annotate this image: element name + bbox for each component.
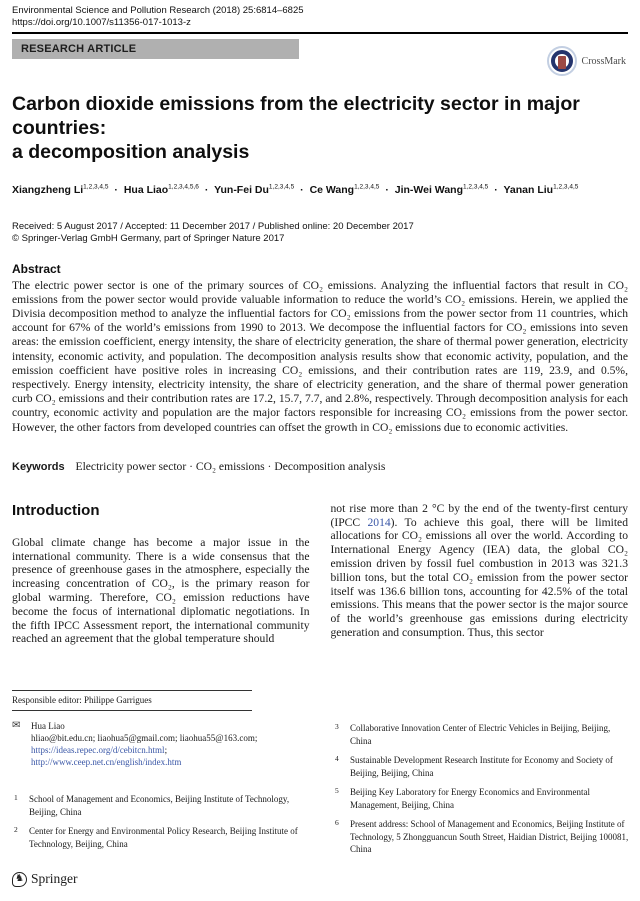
- correspondence-url-2[interactable]: http://www.ceep.net.cn/english/index.htm: [31, 757, 182, 767]
- affiliation-text: Center for Energy and Environmental Policy Research, Beijing Institute of Technology, Beijing, China: [29, 826, 298, 849]
- correspondence-emails[interactable]: hliao@bit.edu.cn; liaohua5@gmail.com; liaohua55@163.com;: [31, 733, 258, 743]
- affiliation-text: Beijing Key Laboratory for Energy Economics and Environmental Management, Beijing, China: [350, 787, 591, 810]
- correspondence-block: [12, 720, 312, 768]
- author-separator: ·: [114, 183, 118, 196]
- header-rule: [12, 32, 628, 34]
- affiliation-number: 6: [335, 818, 339, 827]
- affiliation-number: 5: [335, 786, 339, 795]
- responsible-editor-note: Responsible editor: Philippe Garrigues: [12, 695, 152, 705]
- crossmark-badge[interactable]: [547, 46, 626, 76]
- affiliation-item: [12, 793, 312, 818]
- title-line-1: Carbon dioxide emissions from the electricity sector in major countries:: [12, 93, 580, 139]
- author: Yanan Liu$^{1,2,3,4,5}$: [503, 183, 579, 196]
- received-accepted-line: Received: 5 August 2017 / Accepted: 11 December 2017 / Published online: 20 December 2017: [12, 220, 414, 232]
- springer-knight-icon: ♞: [12, 872, 27, 887]
- springer-footer-logo: [12, 871, 78, 887]
- introduction-paragraph-right: [331, 502, 629, 640]
- affiliation-item: [333, 722, 630, 747]
- affiliation-number: 1: [14, 793, 18, 802]
- affiliation-text: School of Management and Economics, Beijing Institute of Technology, Beijing, China: [29, 794, 290, 817]
- springer-wordmark: Springer: [31, 871, 78, 886]
- affiliation-item: [12, 825, 312, 850]
- paragraph-text: ). To achieve this goal, there will be limited allocations for CO₂ emissions all over the world. According to International Energy Agency (IEA) data, the global CO₂ emission driven by fossil fuel combustion in 2013 was 321.3 billion tons, but the total CO₂ emission from the power sector itself was 136.6 billion tons, accounting for 42.5% of the total emissions. This means that the power sector is the major source of the world’s greenhouse gas emissions during electricity generation and consumption. Thus, this sector: [330, 515, 628, 639]
- footnote-right-column: [333, 722, 630, 863]
- left-column: [12, 502, 310, 646]
- author-list: [12, 183, 628, 196]
- citation-link-ipcc-2014[interactable]: 2014: [367, 515, 391, 529]
- affiliation-item: [333, 754, 630, 779]
- author-separator: ·: [494, 183, 498, 196]
- author-separator: ·: [204, 183, 209, 196]
- article-type-banner: RESEARCH ARTICLE: [12, 39, 299, 59]
- url-separator: ;: [164, 745, 168, 755]
- keywords-line: [12, 460, 628, 473]
- doi-link[interactable]: https://doi.org/10.1007/s11356-017-1013-z: [12, 16, 191, 28]
- copyright-line: © Springer-Verlag GmbH Germany, part of Springer Nature 2017: [12, 233, 285, 244]
- affiliation-item: [333, 786, 630, 811]
- author: Xiangzheng Li$^{1,2,3,4,5}$: [12, 183, 109, 196]
- affiliation-text: Present address: School of Management and Economics, Beijing Institute of Technology, 5 Zhongguancun South Street, Haidian District, Beijing 100081, China: [350, 819, 629, 854]
- envelope-icon: ✉: [12, 720, 21, 731]
- corresponding-author-name: Hua Liao: [31, 721, 65, 731]
- correspondence-details: [31, 720, 312, 768]
- affiliation-number: 3: [335, 722, 339, 731]
- affiliation-text: Sustainable Development Research Institute for Economy and Society of Beijing, Beijing, China: [350, 755, 613, 778]
- title-line-2: a decomposition analysis: [12, 141, 250, 163]
- crossmark-icon: [547, 46, 577, 76]
- footnote-left-column: [12, 690, 312, 857]
- keywords-text: Electricity power sector · CO₂ emissions · Decomposition analysis: [75, 459, 386, 473]
- author: Ce Wang$^{1,2,3,4,5}$: [309, 183, 380, 196]
- introduction-paragraph-left: Global climate change has become a major issue in the international community. There is a wide consensus that the presence of greenhouse gases in the atmosphere, especially the increasing concentration of CO₂, is the primary reason for global warming. Therefore, CO₂ emission reductions have become the focus of international diplomatic negotiations. In the fifth IPCC Assessment report, the international community reached an agreement that the global temperature should: [12, 535, 310, 646]
- author: Yun-Fei Du$^{1,2,3,4,5}$: [214, 183, 295, 196]
- page-title: [12, 92, 628, 164]
- abstract-heading: Abstract: [12, 261, 61, 276]
- correspondence-url-1[interactable]: https://ideas.repec.org/d/cebitcn.html: [31, 745, 165, 755]
- abstract-text: The electric power sector is one of the primary sources of CO₂ emissions. Analyzing the influential factors that result in CO₂ emissions from the power sector would provide valuable information to reduce the world’s CO₂ emissions. Herein, we applied the Divisia decomposition method to analyze the influential factors for CO₂ emissions from the power sector from 11 countries, which account for 67% of the world’s emissions from 1990 to 2013. We decompose the influential factors for CO₂ emissions into seven areas: the emission coefficient, energy intensity, the share of electricity generation, the share of thermal power generation, electricity intensity, economic activity, and population. The decomposition analysis results show that economic activity, population, and the emission coefficient have positive roles in increasing CO₂ emissions, and their contribution rates are 119, 23.9, and 0.5%, respectively. Energy intensity, electricity intensity, the share of electricity generation, and the share of thermal power generation curb CO₂ emissions and their contribution rates are 17.2, 15.7, 7.7, and 2.8%, respectively. Through decomposition analysis for each country, economic activity and population are the major factors responsible for increasing CO₂ emissions from the power sector. However, the other factors from developed countries can offset the growth in CO₂ emissions due to economic activities.: [12, 278, 628, 434]
- affiliation-list-left: [12, 793, 312, 850]
- keywords-label: Keywords: [12, 460, 65, 473]
- affiliation-item: [333, 818, 630, 856]
- author: Hua Liao$^{1,2,3,4,5,6}$: [123, 183, 199, 196]
- author-separator: ·: [300, 183, 304, 196]
- footnote-rule-bottom: [12, 710, 252, 711]
- affiliation-number: 2: [14, 825, 18, 834]
- author-separator: ·: [385, 183, 389, 196]
- introduction-heading: Introduction: [12, 501, 100, 519]
- right-column: [331, 502, 629, 646]
- affiliation-text: Collaborative Innovation Center of Electric Vehicles in Beijing, Beijing, China: [350, 723, 611, 746]
- author: Jin-Wei Wang$^{1,2,3,4,5}$: [394, 183, 489, 196]
- journal-citation: Environmental Science and Pollution Research (2018) 25:6814–6825: [12, 5, 304, 16]
- paragraph-text: not rise more than 2 °C by the end of the twenty-first century (IPCC: [330, 501, 628, 529]
- two-column-body: [12, 502, 628, 646]
- crossmark-label: CrossMark: [581, 55, 626, 67]
- affiliation-number: 4: [335, 754, 339, 763]
